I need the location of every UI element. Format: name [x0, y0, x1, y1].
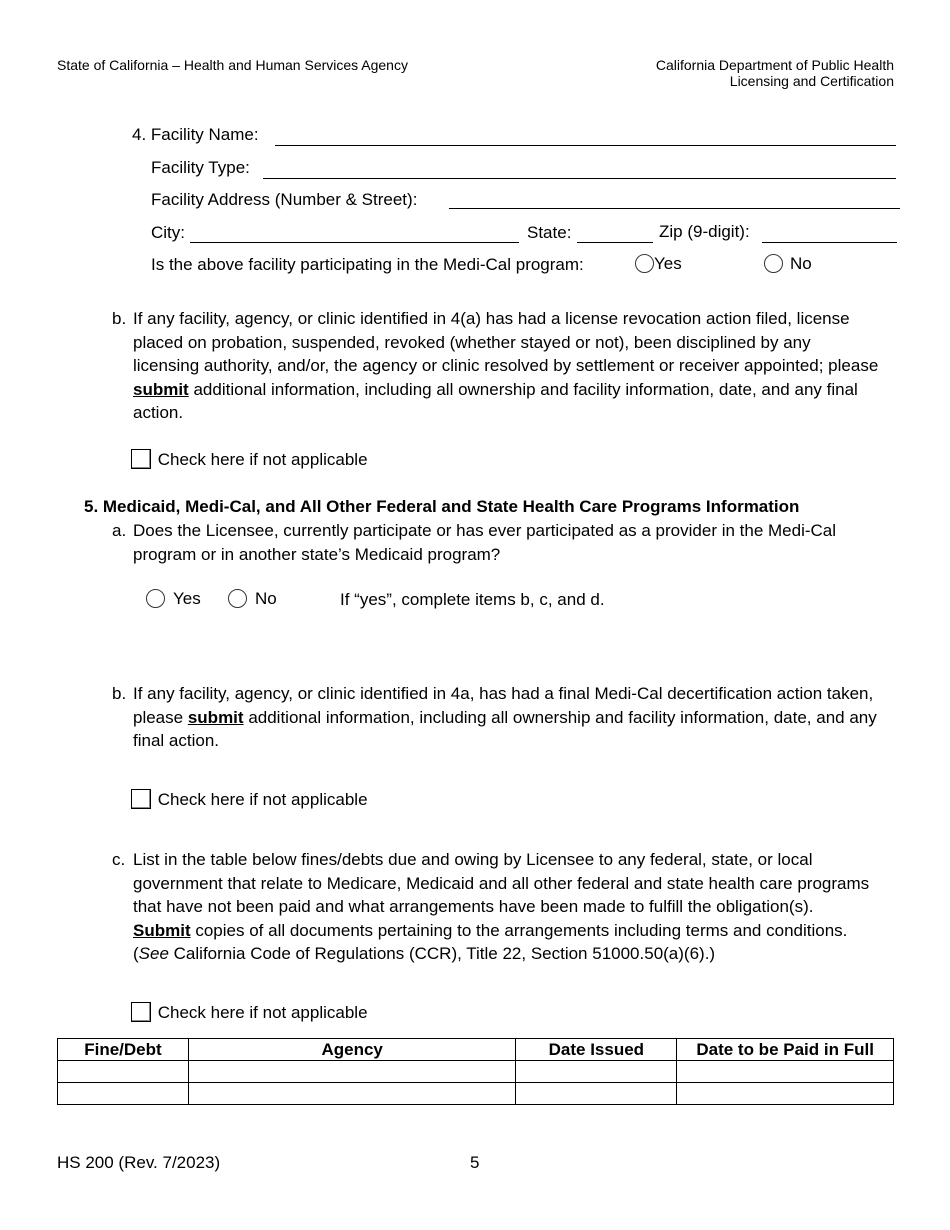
radio-icon[interactable] [764, 254, 783, 273]
item-4b-prefix: b. [112, 309, 127, 328]
table-cell[interactable] [188, 1083, 516, 1105]
column-header-date-issued: Date Issued [516, 1039, 677, 1061]
item-5c-text-end: California Code of Regulations (CCR), Title 22, Section 51000.50(a)(6).) [173, 944, 716, 963]
table-cell[interactable] [677, 1083, 894, 1105]
table-cell[interactable] [58, 1061, 189, 1083]
item-4b-submit-emphasis: submit [133, 379, 189, 399]
item-5b-prefix: b. [112, 684, 127, 703]
item-5c-submit-emphasis: Submit [133, 920, 191, 940]
item-5b-text-end: additional information, including all ownership and facility information, date, and any final action. [133, 707, 877, 750]
section-5-heading: 5. Medicaid, Medi-Cal, and All Other Federal and State Health Care Programs Information [84, 497, 800, 516]
zip-field[interactable] [762, 242, 897, 243]
facility-type-label: Facility Type: [151, 158, 250, 177]
zip-label: Zip (9-digit): [659, 222, 750, 241]
checkbox-icon[interactable] [131, 1002, 151, 1022]
page-number: 5 [470, 1153, 480, 1172]
medi-cal-yes-option[interactable] [635, 254, 682, 274]
table-cell[interactable] [677, 1061, 894, 1083]
item-5a-yes-label: Yes [173, 589, 201, 608]
checkbox-icon[interactable] [131, 449, 151, 469]
table-row [58, 1061, 894, 1083]
medi-cal-no-option[interactable] [764, 254, 812, 274]
table-header-row [58, 1039, 894, 1061]
table-cell[interactable] [516, 1061, 677, 1083]
city-label: City: [151, 223, 185, 242]
header-division: Licensing and Certification [729, 73, 894, 89]
facility-address-label: Facility Address (Number & Street): [151, 190, 418, 209]
item-5a-text: Does the Licensee, currently participate or has ever participated as a provider in the Medi-Cal program or in another state’s Medicaid program? [133, 521, 837, 564]
item-5c-checkbox-label: Check here if not applicable [157, 1003, 368, 1022]
item-4b-not-applicable[interactable] [131, 449, 368, 470]
medi-cal-no-label: No [790, 254, 812, 273]
item-5c-text-middle: copies of all documents pertaining to the arrangements including terms and conditions. ( [133, 920, 848, 963]
column-header-fine-debt: Fine/Debt [58, 1039, 189, 1061]
facility-type-field[interactable] [263, 178, 896, 179]
checkbox-icon[interactable] [131, 789, 151, 809]
medi-cal-yes-label: Yes [654, 254, 682, 273]
item-5b-text-start: If any facility, agency, or clinic identified in 4a, has had a final Medi-Cal decertification action taken, please [133, 684, 874, 727]
item-5b-checkbox-label: Check here if not applicable [157, 790, 368, 809]
column-header-date-paid-in-full: Date to be Paid in Full [677, 1039, 894, 1061]
item-5a-yes-option[interactable] [146, 589, 201, 609]
item-5b-submit-emphasis: submit [187, 707, 244, 727]
column-header-agency: Agency [188, 1039, 516, 1061]
table-cell[interactable] [58, 1083, 189, 1105]
item-5a-no-label: No [255, 589, 277, 608]
state-field[interactable] [577, 242, 653, 243]
item-5c-not-applicable[interactable] [131, 1002, 368, 1023]
facility-name-label: 4. Facility Name: [132, 125, 259, 144]
form-identifier: HS 200 (Rev. 7/2023) [57, 1153, 221, 1172]
header-agency: State of California – Health and Human Services Agency [57, 57, 408, 73]
facility-name-field[interactable] [275, 145, 896, 146]
fines-debts-table [57, 1038, 894, 1105]
item-5a-if-yes-instruction: If “yes”, complete items b, c, and d. [340, 590, 605, 609]
header-department [656, 57, 894, 89]
state-label: State: [527, 223, 572, 242]
table-cell[interactable] [516, 1083, 677, 1105]
item-4b-text [133, 307, 879, 425]
item-5b-not-applicable[interactable] [131, 789, 368, 810]
table-row [58, 1083, 894, 1105]
city-field[interactable] [190, 242, 519, 243]
item-5c-prefix: c. [112, 850, 126, 869]
item-5c-text [133, 848, 873, 966]
radio-icon[interactable] [146, 589, 165, 608]
item-5a-no-option[interactable] [228, 589, 277, 609]
item-5c-see-italic: See [138, 944, 169, 963]
radio-icon[interactable] [228, 589, 247, 608]
radio-icon[interactable] [635, 254, 654, 273]
item-5a-prefix: a. [112, 521, 127, 540]
item-5b-text [133, 682, 895, 753]
item-4b-text-end: additional information, including all ownership and facility information, date, and any final action. [133, 379, 858, 422]
item-5c-text-start: List in the table below fines/debts due and owing by Licensee to any federal, state, or local government that relate to Medicare, Medicaid and all other federal and state health care programs that have not been paid and what arrangements have been made to fulfill the obligation(s). [133, 850, 870, 916]
header-department-name: California Department of Public Health [655, 57, 894, 73]
item-4b-checkbox-label: Check here if not applicable [157, 450, 368, 469]
facility-address-field[interactable] [449, 208, 900, 209]
medi-cal-participation-question: Is the above facility participating in the Medi-Cal program: [151, 255, 584, 274]
table-cell[interactable] [188, 1061, 516, 1083]
item-4b-text-start: If any facility, agency, or clinic identified in 4(a) has had a license revocation action filed, license placed on probation, suspended, revoked (whether stayed or not), been disciplined by any licensing authority, and/or, the agency or clinic resolved by settlement or receiver appointed; please [133, 309, 879, 375]
